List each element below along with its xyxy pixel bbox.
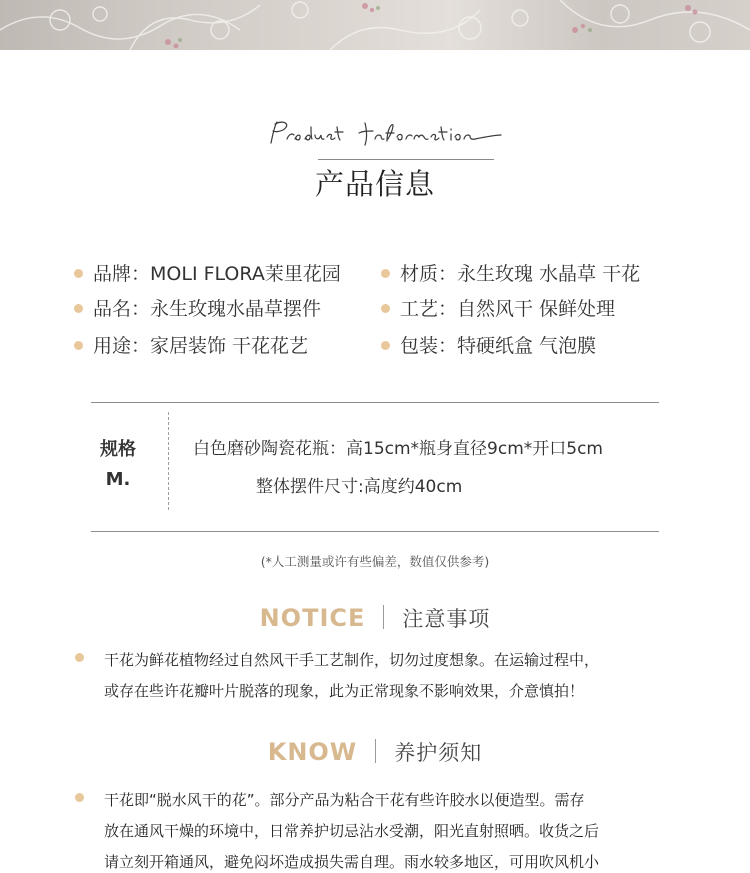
info-label: 品牌： (93, 263, 151, 285)
info-value: 家居装饰 干花花艺 (150, 335, 309, 357)
bullet-dot (381, 304, 390, 313)
page-title: 产品信息 (314, 167, 435, 201)
know-heading-en: KNOW (267, 738, 358, 766)
info-value: MOLI FLORA茉里花园 (150, 263, 341, 285)
measurement-note: (*人工测量或许有些偏差，数值仅供参考) (260, 554, 490, 569)
info-brand (93, 261, 341, 287)
notice-heading-en: NOTICE (259, 604, 366, 632)
spec-vase-size: 白色磨砂陶瓷花瓶：高15cm*瓶身直径9cm*开口5cm (193, 439, 603, 459)
info-value: 特硬纸盒 气泡膜 (457, 335, 597, 357)
know-heading (0, 735, 750, 772)
info-value: 永生玫瑰水晶草摆件 (150, 298, 322, 320)
info-material (400, 261, 640, 287)
info-product-name (93, 296, 321, 322)
notice-line: 干花为鲜花植物经过自然风干手工艺制作，切勿过度想象。在运输过程中， (104, 651, 600, 669)
info-label: 品名： (93, 298, 151, 320)
know-line: 放在通风干燥的环境中，日常养护切忌沾水受潮，阳光直射照晒。收货之后 (104, 822, 600, 840)
info-craft (400, 296, 615, 322)
know-line: 请立刻开箱通风，避免闷坏造成损失需自理。雨水较多地区，可用吹风机小 (104, 853, 600, 871)
title-underline (318, 159, 494, 160)
notice-heading (0, 601, 750, 638)
bullet-dot (381, 341, 390, 350)
bullet-dot (75, 793, 84, 802)
bullet-dot (75, 653, 84, 662)
divider-bottom (91, 531, 659, 532)
bullet-dot (381, 269, 390, 278)
info-packaging (400, 333, 596, 359)
script-heading-logo (265, 117, 505, 151)
info-label: 材质： (400, 263, 458, 285)
bullet-dot (74, 341, 83, 350)
lace-banner-image (0, 0, 750, 50)
spec-label-size: M. (105, 469, 131, 490)
info-value: 永生玫瑰 水晶草 干花 (457, 263, 641, 285)
know-heading-cn: 养护须知 (394, 741, 483, 765)
notice-heading-cn: 注意事项 (402, 607, 491, 631)
bullet-dot (74, 269, 83, 278)
info-label: 用途： (93, 335, 151, 357)
info-value: 自然风干 保鲜处理 (457, 298, 616, 320)
spec-label: 规格 (100, 439, 136, 460)
info-usage (93, 333, 308, 359)
spec-overall-size: 整体摆件尺寸:高度约40cm (256, 477, 463, 497)
info-label: 工艺： (400, 298, 458, 320)
know-line: 干花即“脱水风干的花”。部分产品为粘合干花有些许胶水以便造型。需存 (104, 791, 585, 809)
divider-top (91, 402, 659, 403)
dashed-divider (168, 412, 169, 510)
info-label: 包装： (400, 335, 458, 357)
bullet-dot (74, 304, 83, 313)
notice-line: 或存在些许花瓣叶片脱落的现象，此为正常现象不影响效果，介意慎拍！ (104, 682, 585, 700)
heading-separator (383, 605, 384, 629)
heading-separator (375, 739, 376, 763)
